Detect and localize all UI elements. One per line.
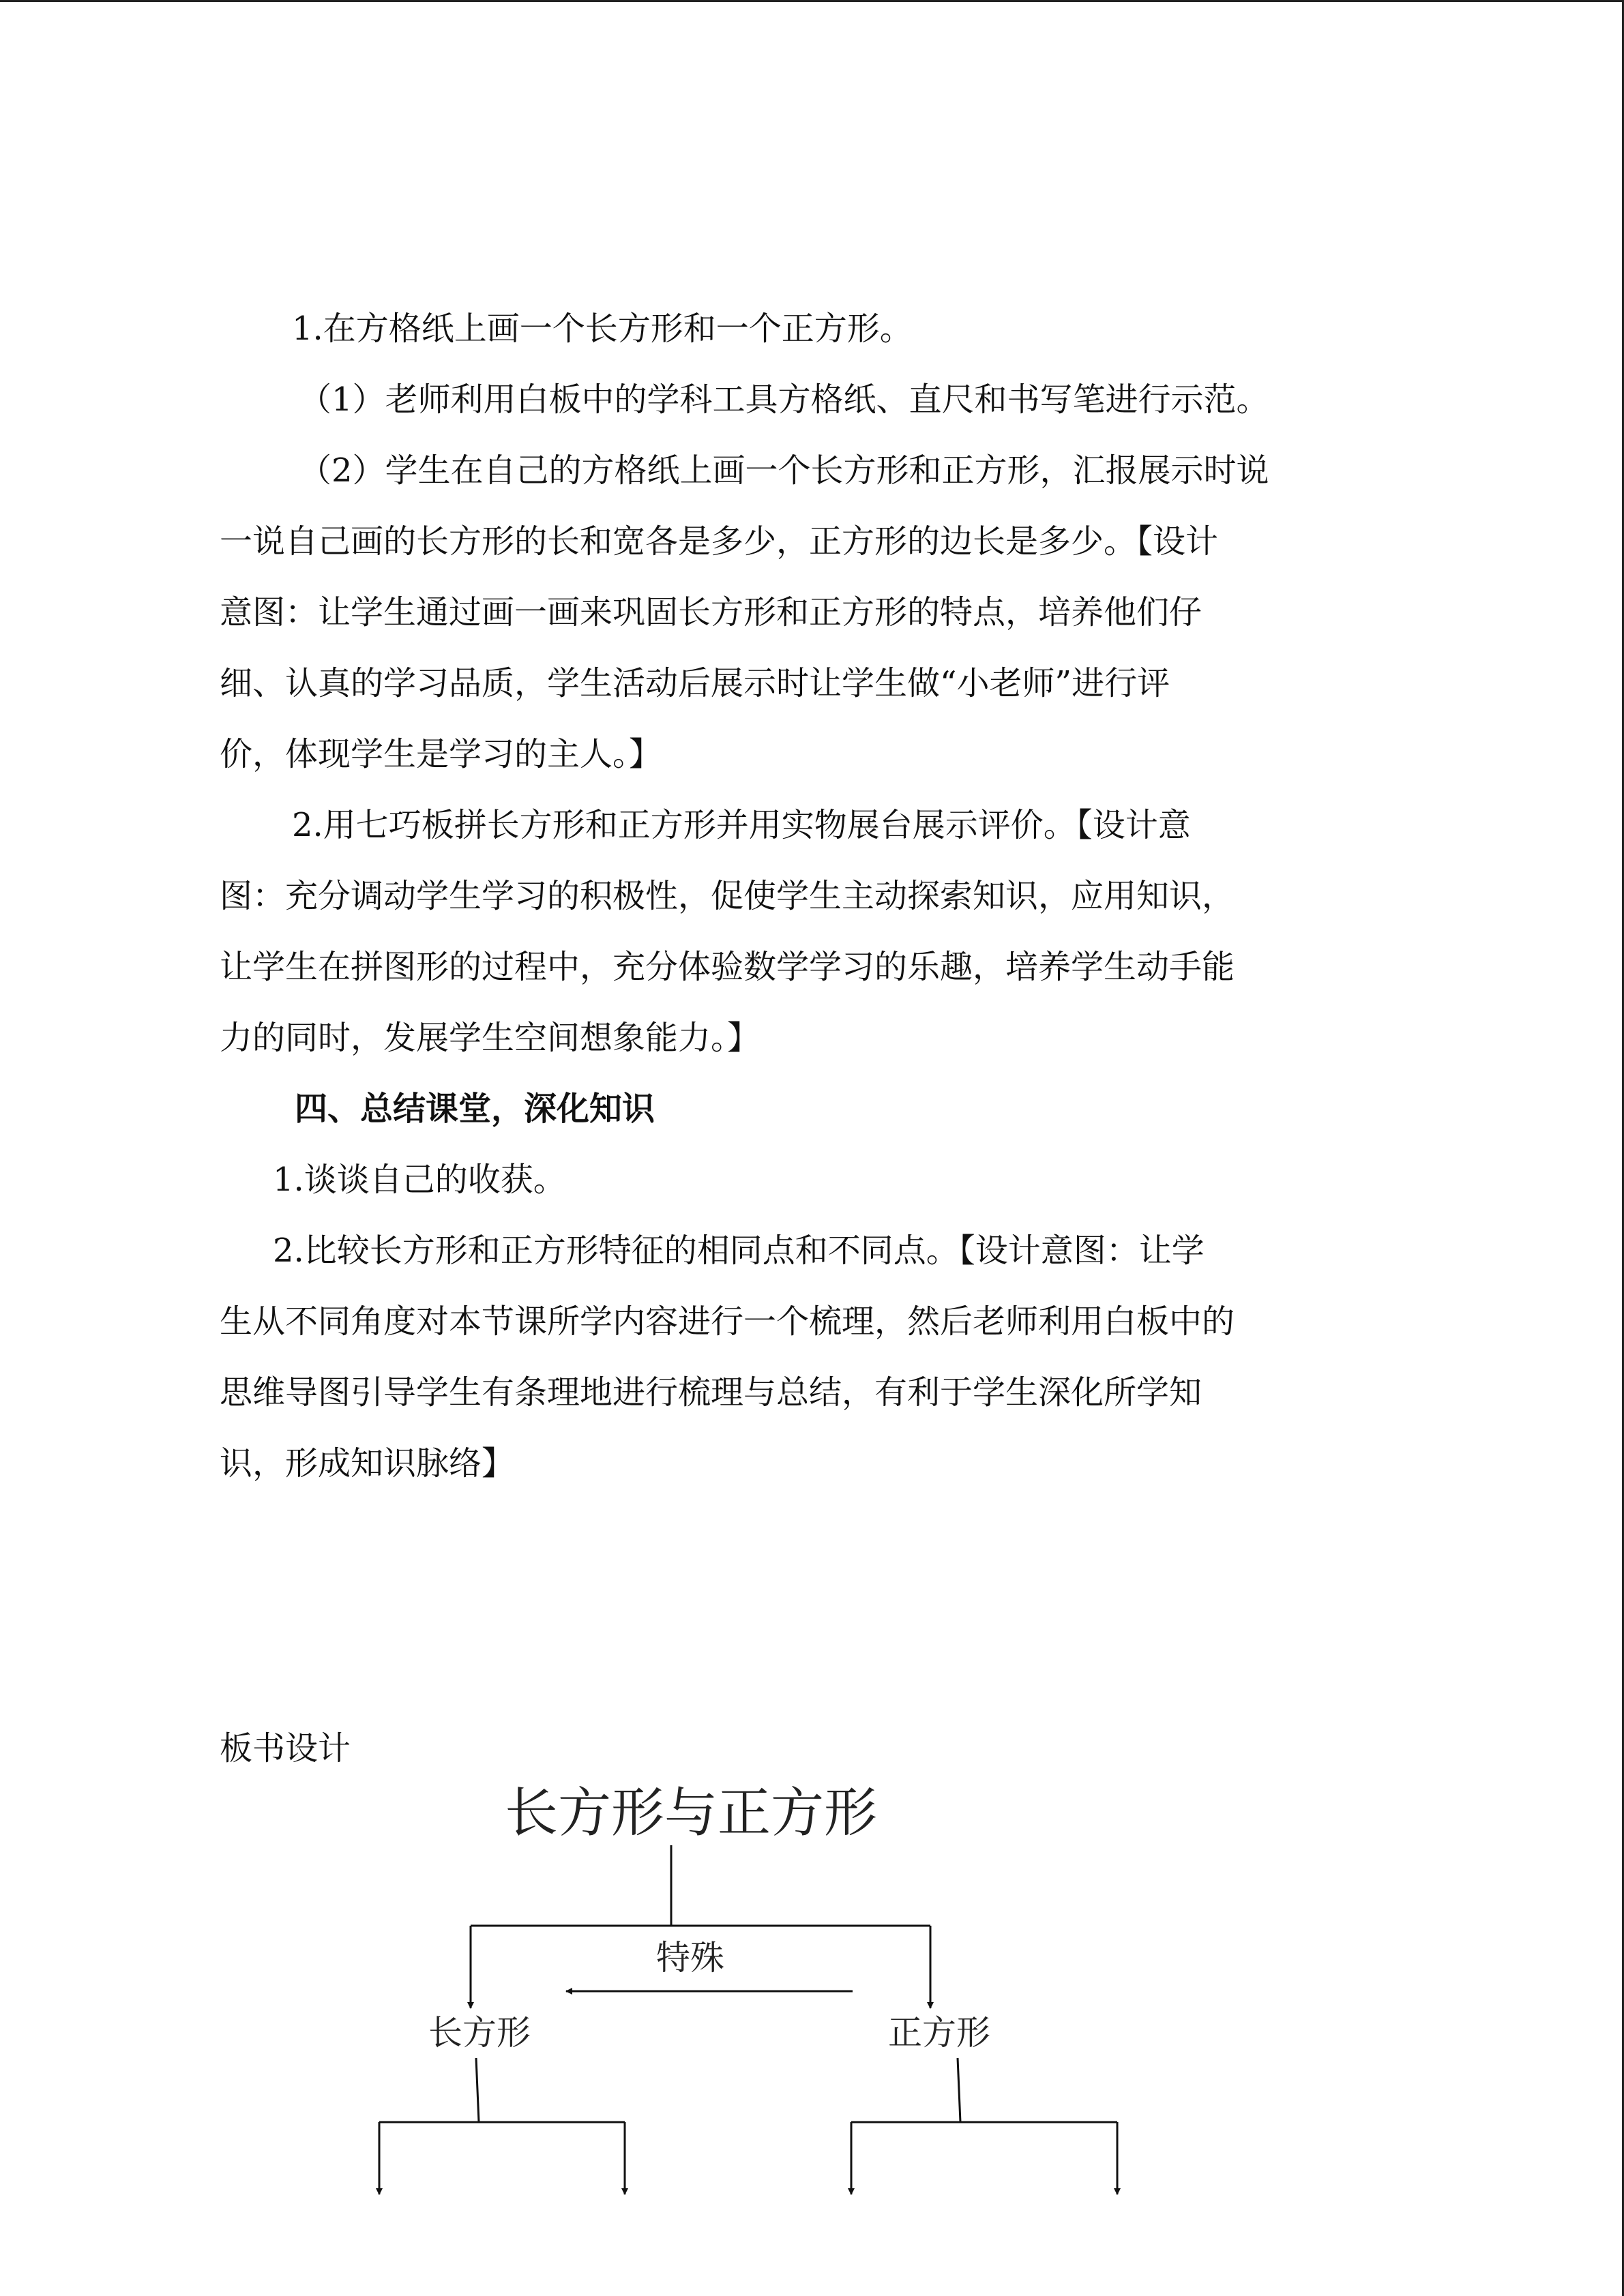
square-node: 正方形 [888, 2013, 990, 2053]
text-line: 2.用七巧板拼长方形和正方形并用实物展台展示评价。【设计意 [292, 806, 1191, 844]
text-line: 2.比较长方形和正方形特征的相同点和不同点。【设计意图：让学 [273, 1232, 1205, 1270]
text-line: 1.谈谈自己的收获。 [273, 1161, 566, 1199]
text-line: （1）老师利用白板中的学科工具方格纸、直尺和书写笔进行示范。 [299, 381, 1269, 419]
text-line: 1.在方格纸上画一个长方形和一个正方形。 [292, 310, 913, 348]
connector-line [958, 2058, 960, 2122]
text-line: 价，体现学生是学习的主人。】 [220, 735, 662, 773]
text-line: 识，形成知识脉络】 [220, 1444, 515, 1482]
text-line: 细、认真的学习品质，学生活动后展示时让学生做“小老师”进行评 [220, 664, 1170, 702]
text-line: 图：充分调动学生学习的积极性，促使学生主动探索知识，应用知识， [220, 877, 1235, 915]
text-line: 意图：让学生通过画一画来巩固长方形和正方形的特点，培养他们仔 [220, 593, 1202, 631]
section-heading: 四、总结课堂，深化知识 [295, 1090, 655, 1128]
text-line: （2）学生在自己的方格纸上画一个长方形和正方形，汇报展示时说 [299, 451, 1269, 490]
board-design-label: 板书设计 [220, 1729, 351, 1768]
connector-line [476, 2058, 479, 2122]
text-line: 一说自己画的长方形的长和宽各是多少，正方形的边长是多少。【设计 [220, 522, 1219, 561]
text-line: 生从不同角度对本节课所学内容进行一个梳理，然后老师利用白板中的 [220, 1302, 1235, 1341]
text-line: 思维导图引导学生有条理地进行梳理与总结，有利于学生深化所学知 [220, 1373, 1202, 1412]
rectangle-node: 长方形 [428, 2013, 531, 2053]
text-line: 让学生在拼图形的过程中，充分体验数学学习的乐趣，培养学生动手能 [220, 948, 1235, 986]
relation-label: 特殊 [656, 1938, 724, 1978]
text-line: 力的同时，发展学生空间想象能力。】 [220, 1019, 761, 1057]
diagram-title: 长方形与正方形 [505, 1783, 878, 1844]
